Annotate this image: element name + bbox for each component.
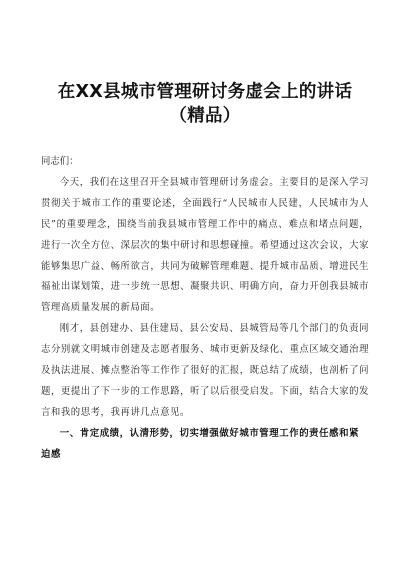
paragraph-opening: 今天，我们在这里召开全县城市管理研讨务虚会。主要目的是深入学习贯彻关于城市工作的重要论述，全面践行“人民城市人民建，人民城市为人民”的重要理念，围绕当前我县城市管理工作中的痛点、难点和堵点问题，进行一次全方位、深层次的集中研讨和思想碰撞。希望通过这次会议，大家能够集思广益、畅所欲言，共同为破解管理难题、提升城市品质、增进民生福祉出谋划策，进一步统一思想、凝聚共识、明确方向，奋力开创我县城市管理高质量发展的新局面。 (41, 176, 369, 314)
title-line-main: 在XX县城市管理研讨务虚会上的讲话 (57, 82, 353, 102)
paragraph-reports: 刚才，县创建办、县住建局、县公安局、县城管局等几个部门的负责同志分别就文明城市创建及志愿者服务、城市更新及绿化、重点区域交通治理及执法进展、摊点整治等工作作了很好的汇报，既总结了成绩，也剖析了问题，更提出了下一步的工作思路，听了以后很受启发。下面，结合大家的发言和我的思考，我再讲几点意见。 (41, 323, 369, 418)
salutation: 同志们： (41, 156, 79, 167)
document-body (41, 152, 369, 466)
document-title (20, 80, 390, 128)
section-heading: 一、肯定成绩，认清形势，切实增强做好城市管理工作的责任感和紧迫感 (41, 427, 360, 460)
title-line-sub: （精品） (169, 106, 241, 126)
